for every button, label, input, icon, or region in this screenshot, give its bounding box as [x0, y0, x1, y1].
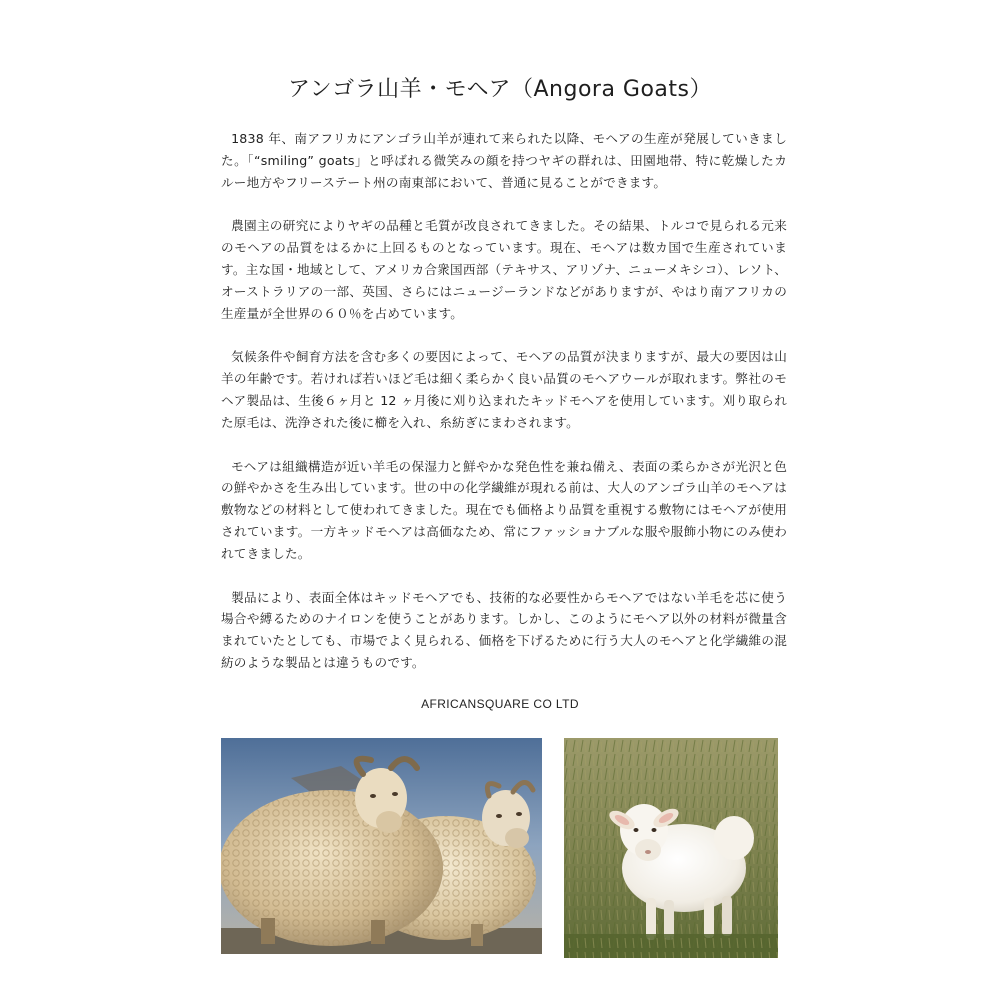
company-name: AFRICANSQUARE CO LTD	[421, 697, 579, 711]
kid-goat-photo	[564, 738, 778, 958]
article-body	[221, 128, 787, 696]
adult-goats-photo	[221, 738, 542, 954]
paragraph-breeding: 農園主の研究によりヤギの品種と毛質が改良されてきました。その結果、トルコで見られる元来のモヘアの品質をはるかに上回るものとなっています。現在、モヘアは数カ国で生産されています。主な国・地域として、アメリカ合衆国西部（テキサス、アリゾナ、ニューメキシコ）、レソト、オーストラリアの一部、英国、さらにはニュージーランドなどがありますが、やはり南アフリカの生産量が全世界の６０％を占めています。	[221, 218, 787, 321]
paragraph-history: 1838 年、南アフリカにアンゴラ山羊が連れて来られた以降、モヘアの生産が発展していきました。「“smiling” goats」と呼ばれる微笑みの顔を持つヤギの群れは、田園地帯、特に乾燥したカルー地方やフリーステート州の南東部において、普通に見ることができます。	[221, 131, 787, 190]
paragraph-quality: 気候条件や飼育方法を含む多くの要因によって、モヘアの品質が決まりますが、最大の要因は山羊の年齢です。若ければ若いほど毛は細く柔らかく良い品質のモヘアウールが取れます。弊社のモヘア製品は、生後６ヶ月と 12 ヶ月後に刈り込まれたキッドモヘアを使用しています。刈り取られた原毛は、洗浄された後に櫛を入れ、糸紡ぎにまわされます。	[221, 349, 787, 430]
paragraph-products: 製品により、表面全体はキッドモヘアでも、技術的な必要性からモヘアではない羊毛を芯に使う場合や縛るためのナイロンを使うことがあります。しかし、このようにモヘア以外の材料が微量含まれていたとしても、市場でよく見られる、価格を下げるために行う大人のモヘアと化学繊維の混紡のような製品とは違うものです。	[221, 589, 787, 670]
paragraph-properties: モヘアは組織構造が近い羊毛の保湿力と鮮やかな発色性を兼ね備え、表面の柔らかさが光沢と色の鮮やかさを生み出しています。世の中の化学繊維が現れる前は、大人のアンゴラ山羊のモヘアは敷物などの材料として使われてきました。現在でも価格より品質を重視する敷物にはモヘアが使用されています。一方キッドモヘアは高価なため、常にファッショナブルな服や服飾小物にのみ使われてきました。	[221, 458, 787, 561]
page-title: アンゴラ山羊・モヘア（Angora Goats）	[287, 77, 713, 102]
